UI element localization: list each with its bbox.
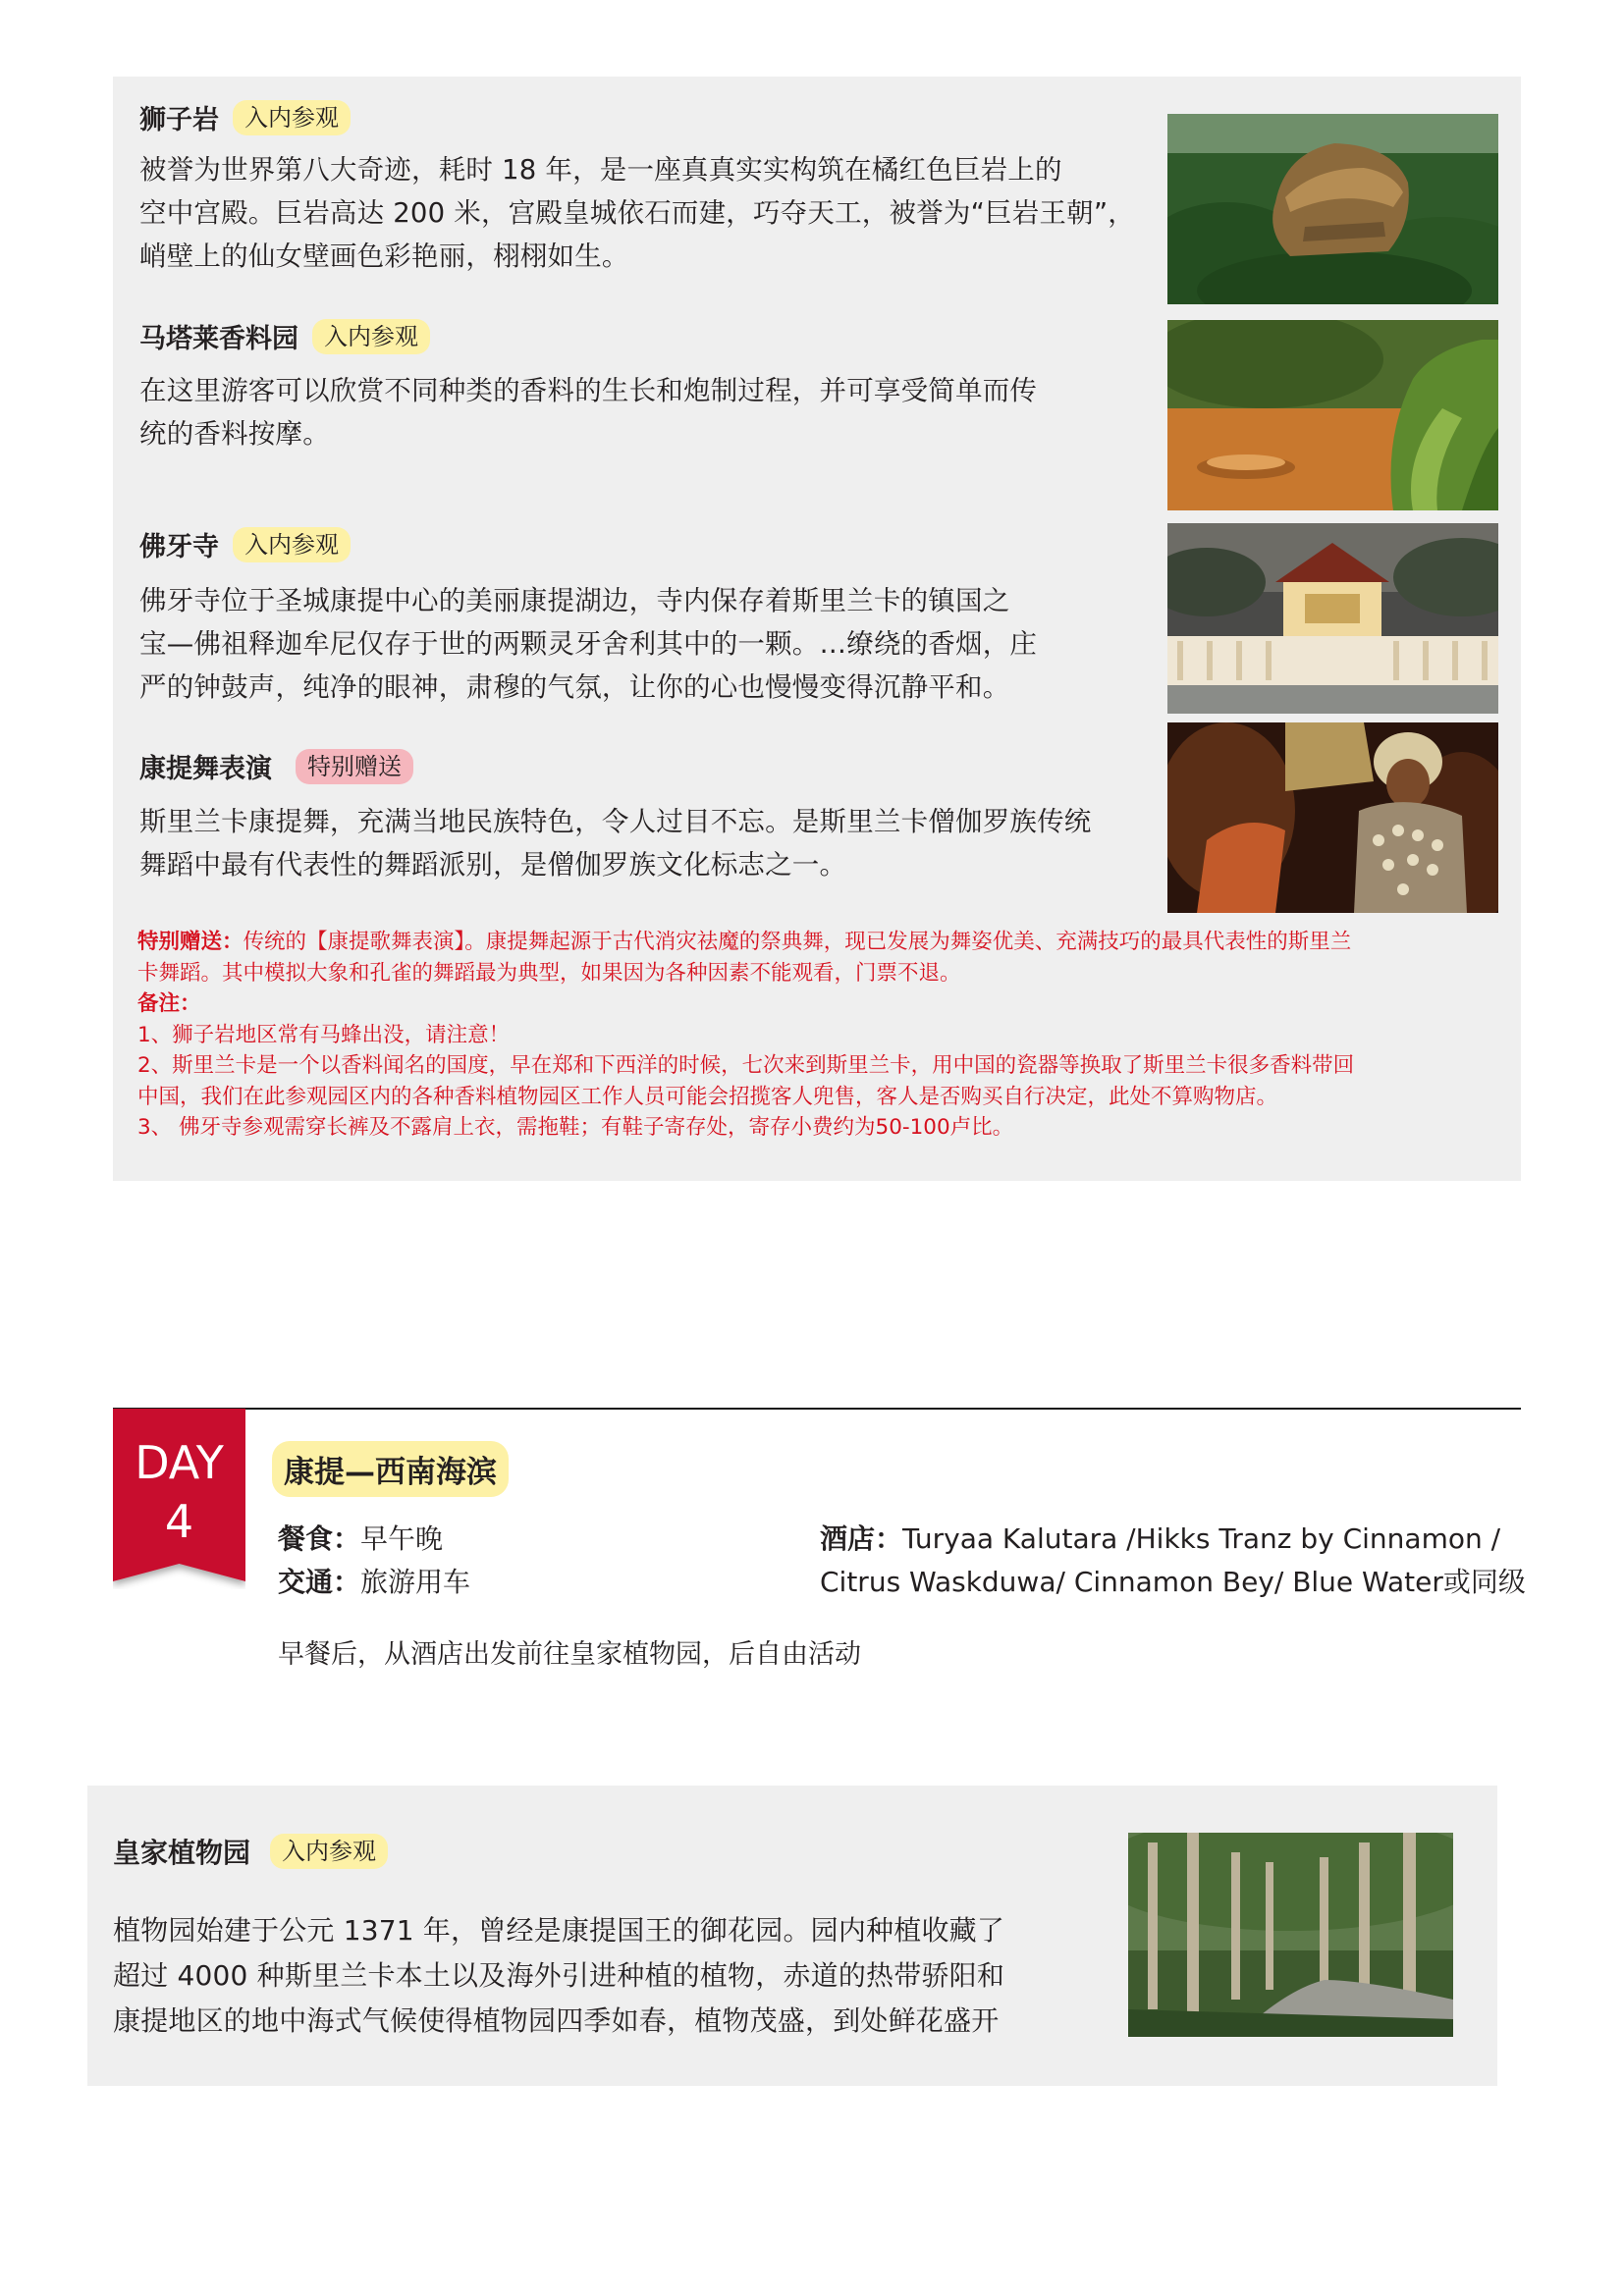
visit-badge: 入内参观 [312, 319, 430, 354]
remark-label: 备注： [137, 991, 201, 1016]
spice-garden-photo [1167, 320, 1498, 510]
remark-item: 中国，我们在此参观园区内的各种香料植物园区工作人员可能会招揽客人兜售，客人是否购买自行决定，此处不算购物店。 [137, 1084, 1278, 1109]
description-line: 宝—佛祖释迦牟尼仅存于世的两颗灵牙舍利其中的一颗。…缭绕的香烟，庄 [139, 628, 1038, 660]
notes-block [137, 927, 1512, 1144]
meal-value: 早午晚 [360, 1522, 444, 1555]
attraction-description-kandy-dance [139, 800, 1092, 886]
day-description: 早餐后，从酒店出发前往皇家植物园，后自由活动 [278, 1639, 861, 1670]
description-line: 斯里兰卡康提舞，充满当地民族特色，令人过目不忘。是斯里兰卡僧伽罗族传统 [139, 806, 1092, 837]
special-gift-note [137, 927, 1512, 958]
attraction-name: 佛牙寺 [139, 532, 219, 562]
hotel-key: 酒店： [820, 1522, 903, 1555]
day-divider-line [113, 1408, 1521, 1410]
meal-info [278, 1518, 443, 1561]
special-gift-text-cont: 卡舞蹈。其中模拟大象和孔雀的舞蹈最为典型，如果因为各种因素不能观看，门票不退。 [137, 960, 961, 986]
attraction-description-botanical-garden [113, 1908, 1004, 2044]
special-gift-text: 传统的【康提歌舞表演】。康提舞起源于古代消灾祛魔的祭典舞，现已发展为舞姿优美、充满技巧的最具代表性的斯里兰 [243, 930, 1352, 954]
description-line: 康提地区的地中海式气候使得植物园四季如春，植物茂盛，到处鲜花盛开 [113, 2004, 1000, 2037]
attraction-description-sigiriya [139, 148, 1135, 278]
attraction-title-tooth-temple [139, 525, 351, 563]
description-line: 在这里游客可以欣赏不同种类的香料的生长和炮制过程，并可享受简单而传 [139, 375, 1038, 406]
description-line: 超过 4000 种斯里兰卡本土以及海外引进种植的植物，赤道的热带骄阳和 [113, 1959, 1005, 1992]
description-line: 被誉为世界第八大奇迹，耗时 18 年，是一座真真实实构筑在橘红色巨岩上的 [139, 154, 1062, 186]
remark-item: 1、狮子岩地区常有马蜂出没，请注意！ [137, 1022, 511, 1047]
description-line: 舞蹈中最有代表性的舞蹈派别，是僧伽罗族文化标志之一。 [139, 849, 847, 881]
hotel-line: Citrus Waskduwa/ Cinnamon Bey/ Blue Water或同级 [820, 1566, 1526, 1598]
attraction-title-botanical-garden [113, 1832, 388, 1871]
attraction-name: 狮子岩 [139, 105, 219, 135]
visit-badge: 入内参观 [270, 1834, 388, 1869]
attraction-title-kandy-dance [139, 747, 413, 785]
attraction-description-tooth-temple [139, 579, 1037, 709]
gift-badge: 特别赠送 [296, 749, 413, 784]
day-number: 4 [164, 1495, 194, 1548]
day-route-title: 康提—西南海滨 [272, 1441, 509, 1497]
attraction-title-sigiriya [139, 98, 351, 136]
description-line: 佛牙寺位于圣城康提中心的美丽康提湖边，寺内保存着斯里兰卡的镇国之 [139, 585, 1010, 616]
attraction-name: 康提舞表演 [139, 754, 272, 784]
description-line: 严的钟鼓声，纯净的眼神，肃穆的气氛，让你的心也慢慢变得沉静平和。 [139, 671, 1010, 703]
remark-item: 2、斯里兰卡是一个以香料闻名的国度，早在郑和下西洋的时候，七次来到斯里兰卡，用中国的瓷器等换取了斯里兰卡很多香料带回 [137, 1053, 1355, 1078]
tooth-temple-photo [1167, 523, 1498, 714]
transport-info [278, 1561, 470, 1604]
description-line: 统的香料按摩。 [139, 418, 330, 450]
visit-badge: 入内参观 [233, 100, 351, 135]
hotel-info [820, 1518, 1526, 1604]
remark-item: 3、 佛牙寺参观需穿长裤及不露肩上衣，需拖鞋；有鞋子寄存处，寄存小费约为50-100卢比。 [137, 1115, 1014, 1140]
hotel-line: Turyaa Kalutara /Hikks Tranz by Cinnamon / [902, 1522, 1501, 1555]
transport-value: 旅游用车 [360, 1566, 471, 1598]
transport-key: 交通： [278, 1566, 361, 1598]
description-line: 空中宫殿。巨岩高达 200 米，宫殿皇城依石而建，巧夺天工，被誉为“巨岩王朝”， [139, 197, 1135, 229]
description-line: 峭壁上的仙女壁画色彩艳丽，栩栩如生。 [139, 240, 629, 272]
day-label: DAY [135, 1436, 224, 1489]
special-gift-label: 特别赠送： [137, 930, 244, 954]
kandy-dance-photo [1167, 722, 1498, 913]
botanical-garden-photo [1128, 1833, 1453, 2037]
sigiriya-photo [1167, 114, 1498, 304]
description-line: 植物园始建于公元 1371 年，曾经是康提国王的御花园。园内种植收藏了 [113, 1914, 1005, 1947]
attraction-name: 皇家植物园 [113, 1837, 251, 1869]
meal-key: 餐食： [278, 1522, 361, 1555]
attraction-description-spice-garden [139, 369, 1037, 455]
visit-badge: 入内参观 [233, 527, 351, 562]
attraction-title-spice-garden [139, 317, 430, 355]
attraction-name: 马塔莱香料园 [139, 324, 298, 354]
